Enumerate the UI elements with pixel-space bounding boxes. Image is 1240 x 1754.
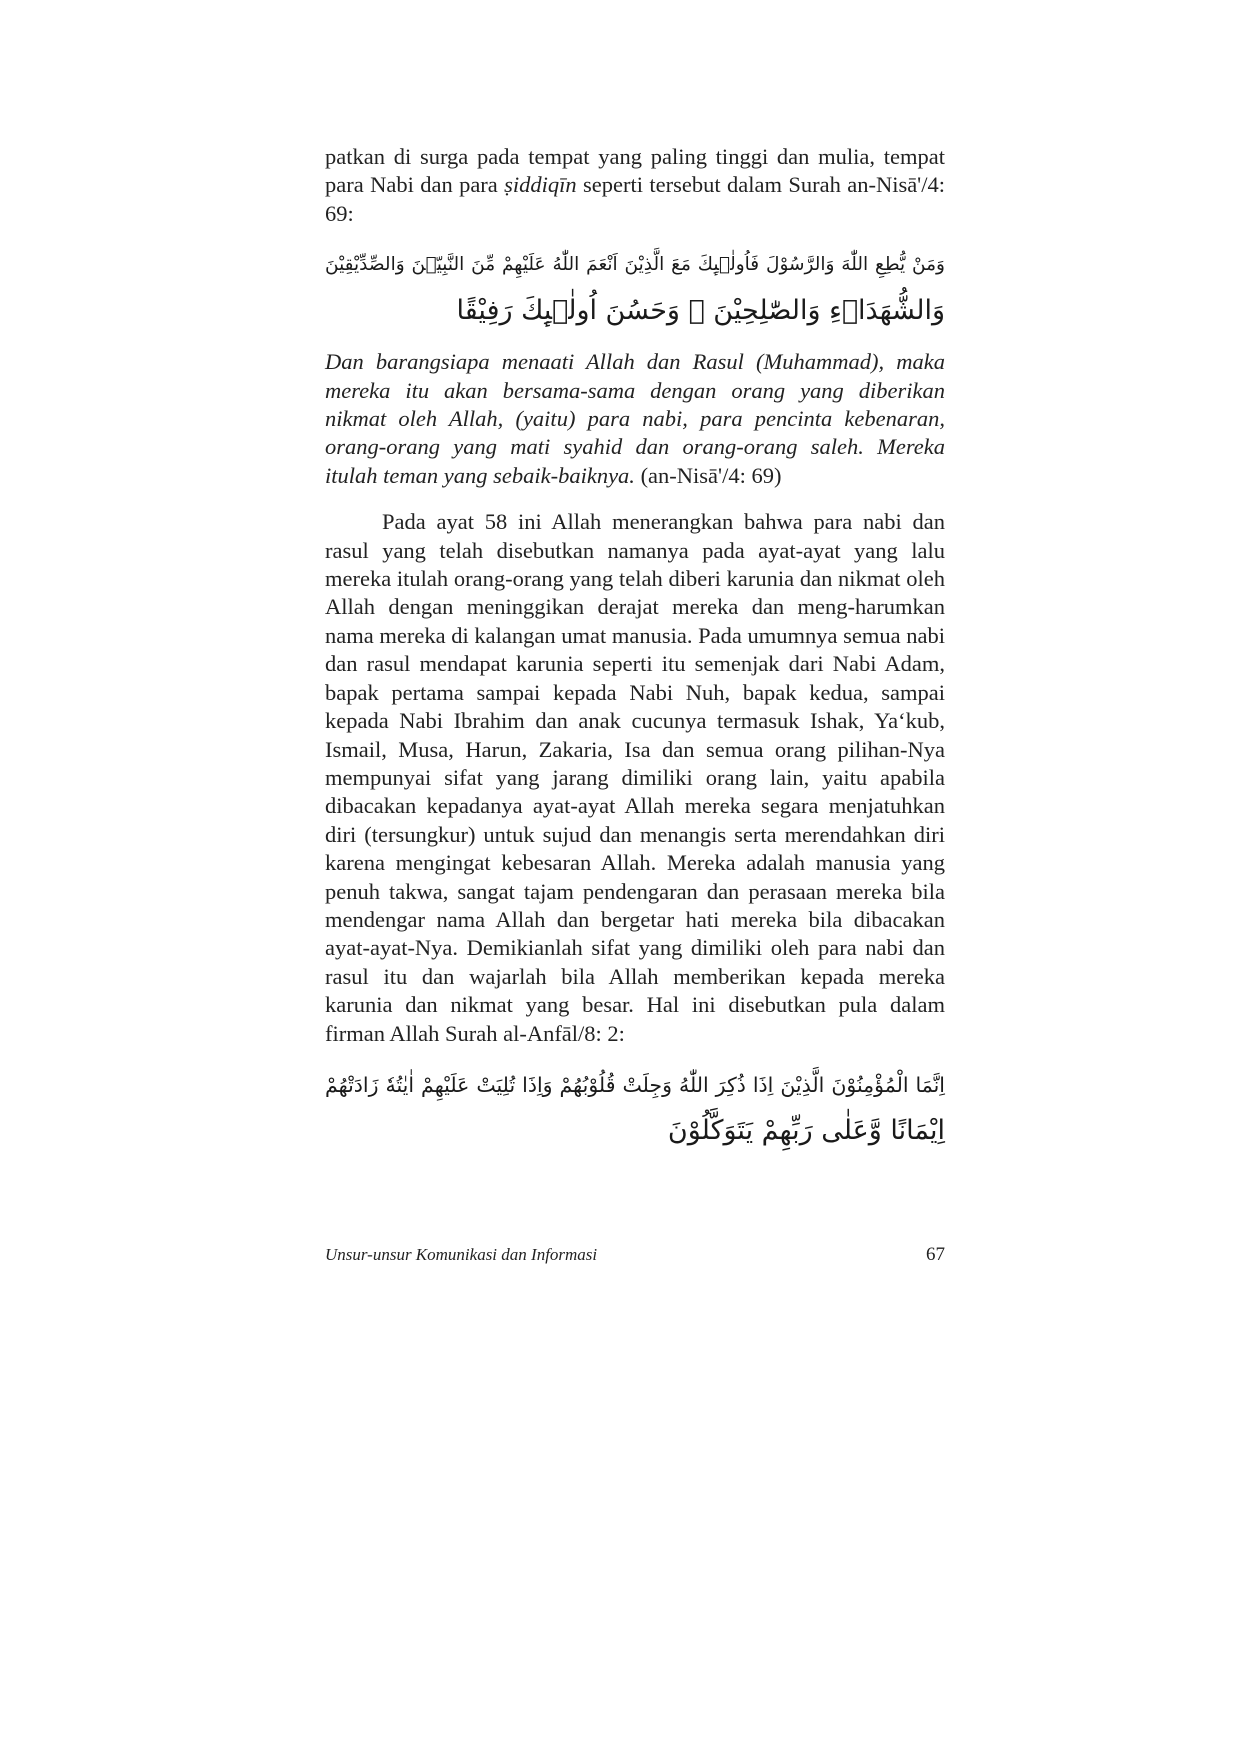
intro-text-a: patkan di surga pada tempat yang paling tinggi dan mulia, tempat para Nabi dan para (325, 144, 945, 198)
quran-verse-an-nisa-69 (325, 242, 945, 334)
page-number: 67 (926, 1244, 945, 1265)
verse-1-line-1: وَمَنْ يُّطِعِ اللّٰهَ وَالرَّسُوْلَ فَاُولٰۤىِٕكَ مَعَ الَّذِيْنَ اَنْعَمَ اللّٰهُ عَلَيْهِمْ مِّنَ النَّبِيّٖنَ وَالصِّدِّيْقِيْنَ (325, 254, 945, 276)
footer-book-title: Unsur-unsur Komunikasi dan Informasi (325, 1245, 598, 1264)
body-paragraph: Pada ayat 58 ini Allah menerangkan bahwa para nabi dan rasul yang telah disebutkan namanya pada ayat-ayat yang lalu mereka itulah orang-orang yang telah diberi karunia dan nikmat oleh Allah dengan meninggikan derajat mereka dan meng-harumkan nama mereka di kalangan umat manusia. Pada umumnya semua nabi dan rasul mendapat karunia seperti itu semenjak dari Nabi Adam, bapak pertama sampai kepada Nabi Nuh, bapak kedua, sampai kepada Nabi Ibrahim dan anak cucunya termasuk Ishak, Ya‘kub, Ismail, Musa, Harun, Zakaria, Isa dan semua orang pilihan-Nya mempunyai sifat yang jarang dimiliki orang lain, yaitu apabila dibacakan kepadanya ayat-ayat Allah mereka segara menjatuhkan diri (tersungkur) untuk sujud dan menangis serta merendahkan diri karena mengingat kebesaran Allah. Mereka adalah manusia yang penuh takwa, sangat tajam pendengaran dan perasaan mereka bila mendengar nama Allah dan bergetar hati mereka bila dibacakan ayat-ayat-Nya. Demikianlah sifat yang dimiliki oleh para nabi dan rasul itu dan wajarlah bila Allah memberikan kepada mereka karunia dan nikmat yang besar. Hal ini disebutkan pula dalam firman Allah Surah al-Anfāl/8: 2: (325, 509, 945, 1046)
verse-1-line-2: وَالشُّهَدَاۤءِ وَالصّٰلِحِيْنَ ۚ وَحَسُنَ اُولٰۤىِٕكَ رَفِيْقًا (456, 295, 945, 327)
translation-text: Dan barangsiapa menaati Allah dan Rasul (Muhammad), maka mereka itu akan bersama-sama dengan orang yang diberikan nikmat oleh Allah, (yaitu) para nabi, para pencinta kebenaran, orang-orang yang mati syahid dan orang-orang saleh. Mereka itulah teman yang sebaik-baiknya. (325, 349, 945, 488)
intro-paragraph (325, 143, 945, 228)
verse-translation (325, 348, 945, 490)
verse-2-line-2: اِيْمَانًا وَّعَلٰى رَبِّهِمْ يَتَوَكَّلُوْنَ (667, 1114, 945, 1146)
intro-term: ṣiddiqīn (504, 172, 577, 198)
intro-text-b: seperti tersebut dalam Surah an-Nisā'/4: 69: (325, 172, 945, 226)
translation-reference: (an-Nisā'/4: 69) (634, 462, 782, 488)
quran-verse-al-anfal-2 (325, 1062, 945, 1154)
verse-2-line-1: اِنَّمَا الْمُؤْمِنُوْنَ الَّذِيْنَ اِذَا ذُكِرَ اللّٰهُ وَجِلَتْ قُلُوْبُهُمْ وَاِذَا تُلِيَتْ عَلَيْهِمْ اٰيٰتُهٗ زَادَتْهُمْ (325, 1072, 945, 1097)
page-content (325, 143, 945, 1154)
page-footer (325, 1244, 945, 1266)
